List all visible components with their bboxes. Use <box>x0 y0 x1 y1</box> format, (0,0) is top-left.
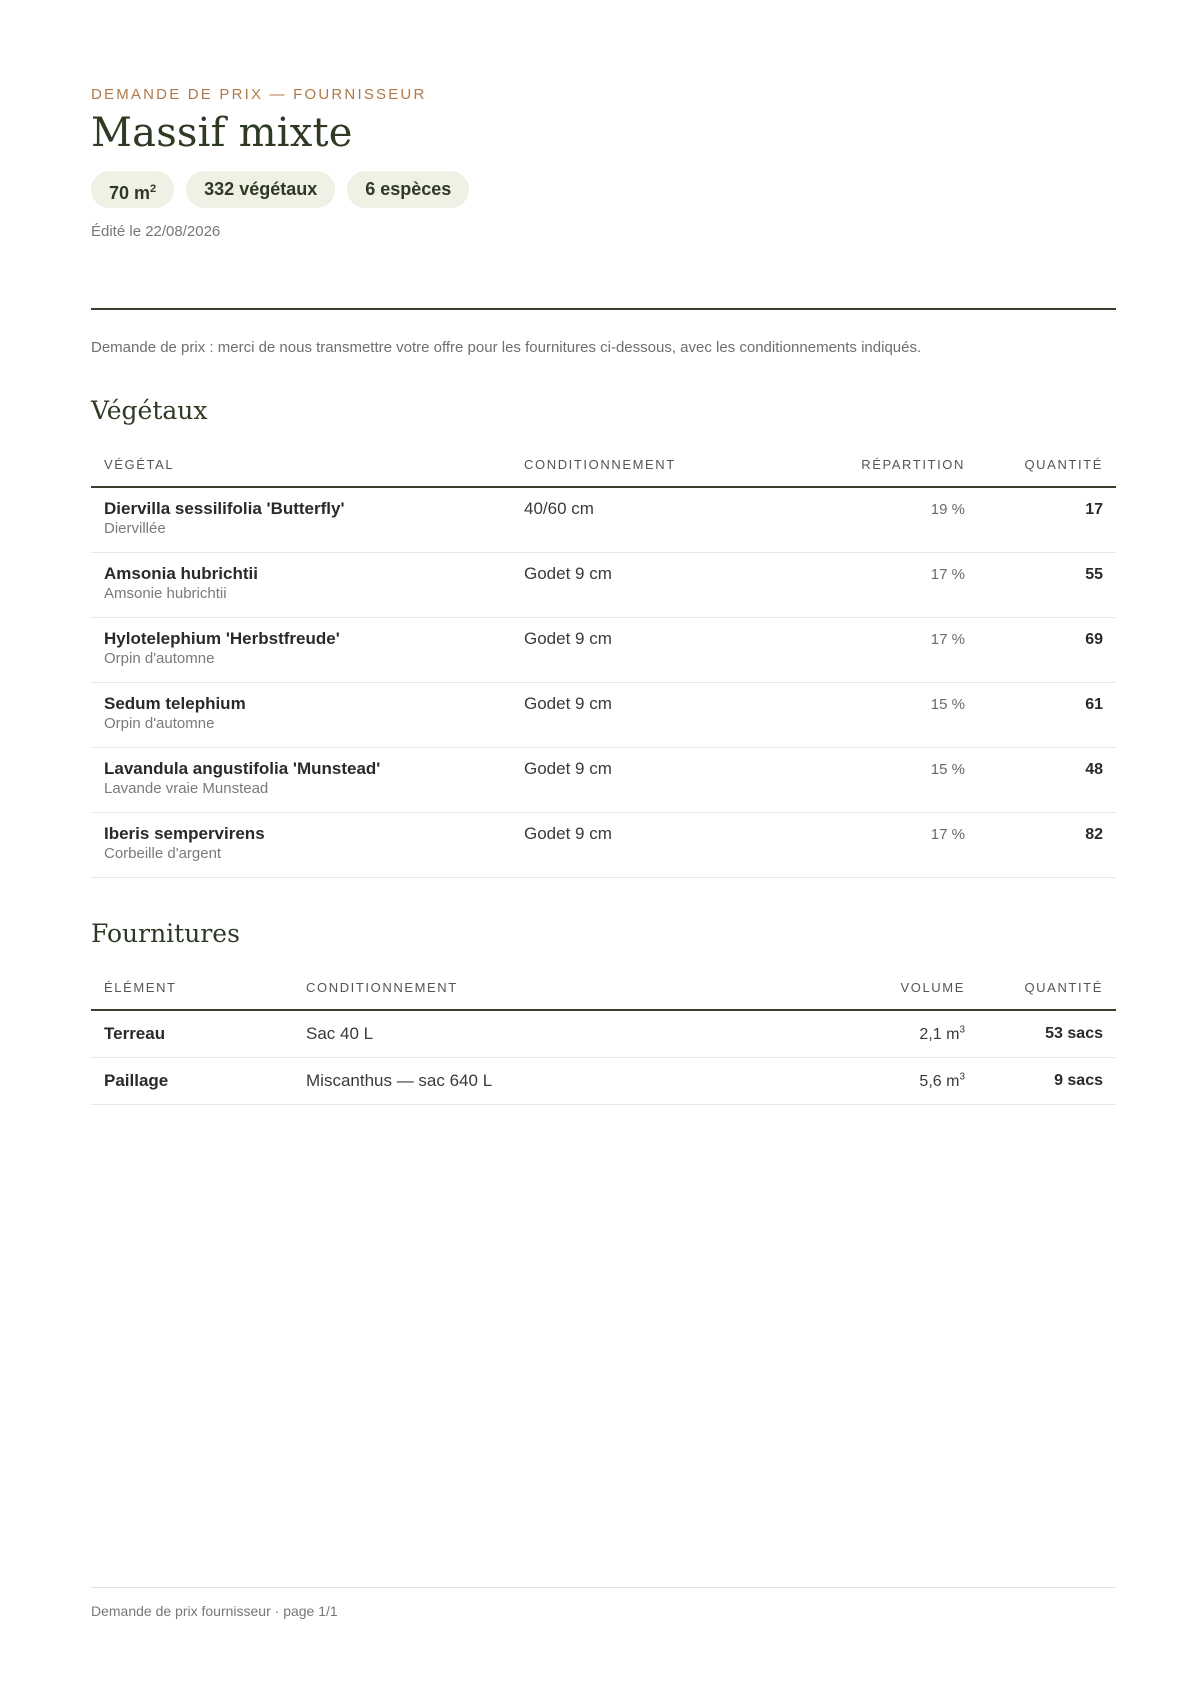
edited-date: Édité le 22/08/2026 <box>91 223 221 240</box>
plant-packaging: Godet 9 cm <box>524 563 612 583</box>
col-conditionnement: CONDITIONNEMENT <box>293 966 773 1010</box>
supply-quantity: 53 sacs <box>1045 1025 1103 1042</box>
col-quantite: QUANTITÉ <box>978 966 1116 1010</box>
table-row <box>91 1058 1116 1105</box>
supply-quantity: 9 sacs <box>1054 1072 1103 1089</box>
plant-quantity: 82 <box>1085 825 1103 843</box>
plants-section-title: Végétaux <box>91 396 208 425</box>
plant-name: Amsonia hubrichtii <box>104 563 258 583</box>
area-exponent: 2 <box>150 183 157 195</box>
supplies-header-row <box>91 966 1116 1010</box>
table-row <box>91 682 1116 747</box>
col-conditionnement: CONDITIONNEMENT <box>511 443 811 487</box>
page-footer: Demande de prix fournisseur · page 1/1 <box>91 1603 338 1619</box>
plant-name: Lavandula angustifolia 'Munstead' <box>104 758 381 778</box>
plant-name: Iberis sempervirens <box>104 823 265 843</box>
plant-name: Sedum telephium <box>104 693 246 713</box>
intro-text: Demande de prix : merci de nous transmettre votre offre pour les fournitures ci-dessous, avec les conditionnements indiqués. <box>91 339 922 356</box>
table-row <box>91 1010 1116 1058</box>
plant-share: 17 % <box>930 630 965 648</box>
supply-volume-value: 2,1 m <box>919 1025 960 1043</box>
col-element: ÉLÉMENT <box>91 966 293 1010</box>
plant-quantity: 17 <box>1085 501 1103 518</box>
plant-quantity: 48 <box>1085 760 1103 778</box>
plant-common-name: Corbeille d'argent <box>104 844 222 862</box>
supply-volume-exponent: 3 <box>959 1024 965 1036</box>
plant-quantity: 69 <box>1085 630 1103 648</box>
plant-packaging: Godet 9 cm <box>524 628 612 648</box>
plant-packaging: 40/60 cm <box>524 499 594 518</box>
plants-header-row <box>91 443 1116 487</box>
document-page <box>91 0 1116 1698</box>
plant-share: 15 % <box>930 695 965 713</box>
supply-volume-value: 5,6 m <box>919 1072 960 1090</box>
supply-volume <box>919 1073 965 1090</box>
footer-divider <box>91 1587 1116 1588</box>
table-row <box>91 617 1116 682</box>
area-chip <box>91 171 174 208</box>
plant-common-name: Amsonie hubrichtii <box>104 584 227 602</box>
area-value: 70 m <box>109 183 151 203</box>
supply-packaging: Miscanthus — sac 640 L <box>306 1071 493 1090</box>
col-volume: VOLUME <box>773 966 978 1010</box>
plant-quantity: 61 <box>1085 695 1103 713</box>
plant-common-name: Lavande vraie Munstead <box>104 779 269 797</box>
plant-share: 15 % <box>930 760 965 778</box>
table-row <box>91 487 1116 552</box>
supply-volume-exponent: 3 <box>959 1071 965 1083</box>
table-row <box>91 812 1116 877</box>
plants-count-chip: 332 végétaux <box>186 171 335 208</box>
plant-share: 17 % <box>930 565 965 583</box>
plant-common-name: Orpin d'automne <box>104 649 215 667</box>
supply-element: Terreau <box>104 1024 166 1043</box>
supply-element: Paillage <box>104 1071 169 1090</box>
plants-table <box>91 443 1116 878</box>
plant-share: 17 % <box>930 825 965 843</box>
plant-common-name: Orpin d'automne <box>104 714 215 732</box>
species-count-chip: 6 espèces <box>347 171 469 208</box>
table-row <box>91 552 1116 617</box>
page-title: Massif mixte <box>91 110 353 156</box>
supplies-section-title: Fournitures <box>91 919 240 948</box>
supply-packaging: Sac 40 L <box>306 1024 374 1043</box>
plant-packaging: Godet 9 cm <box>524 823 612 843</box>
table-row <box>91 747 1116 812</box>
document-eyebrow: DEMANDE DE PRIX — FOURNISSEUR <box>91 86 427 103</box>
supplies-table <box>91 966 1116 1105</box>
header-divider <box>91 308 1116 310</box>
plant-common-name: Diervillée <box>104 520 166 537</box>
plant-name: Diervilla sessilifolia 'Butterfly' <box>104 499 345 518</box>
plant-quantity: 55 <box>1085 565 1103 583</box>
plant-packaging: Godet 9 cm <box>524 693 612 713</box>
plant-share: 19 % <box>930 501 965 518</box>
col-vegetal: VÉGÉTAL <box>91 443 511 487</box>
plant-packaging: Godet 9 cm <box>524 758 612 778</box>
summary-chips <box>91 171 469 208</box>
col-quantite: QUANTITÉ <box>978 443 1116 487</box>
supply-volume <box>919 1026 965 1043</box>
col-repartition: RÉPARTITION <box>811 443 978 487</box>
plant-name: Hylotelephium 'Herbstfreude' <box>104 628 340 648</box>
